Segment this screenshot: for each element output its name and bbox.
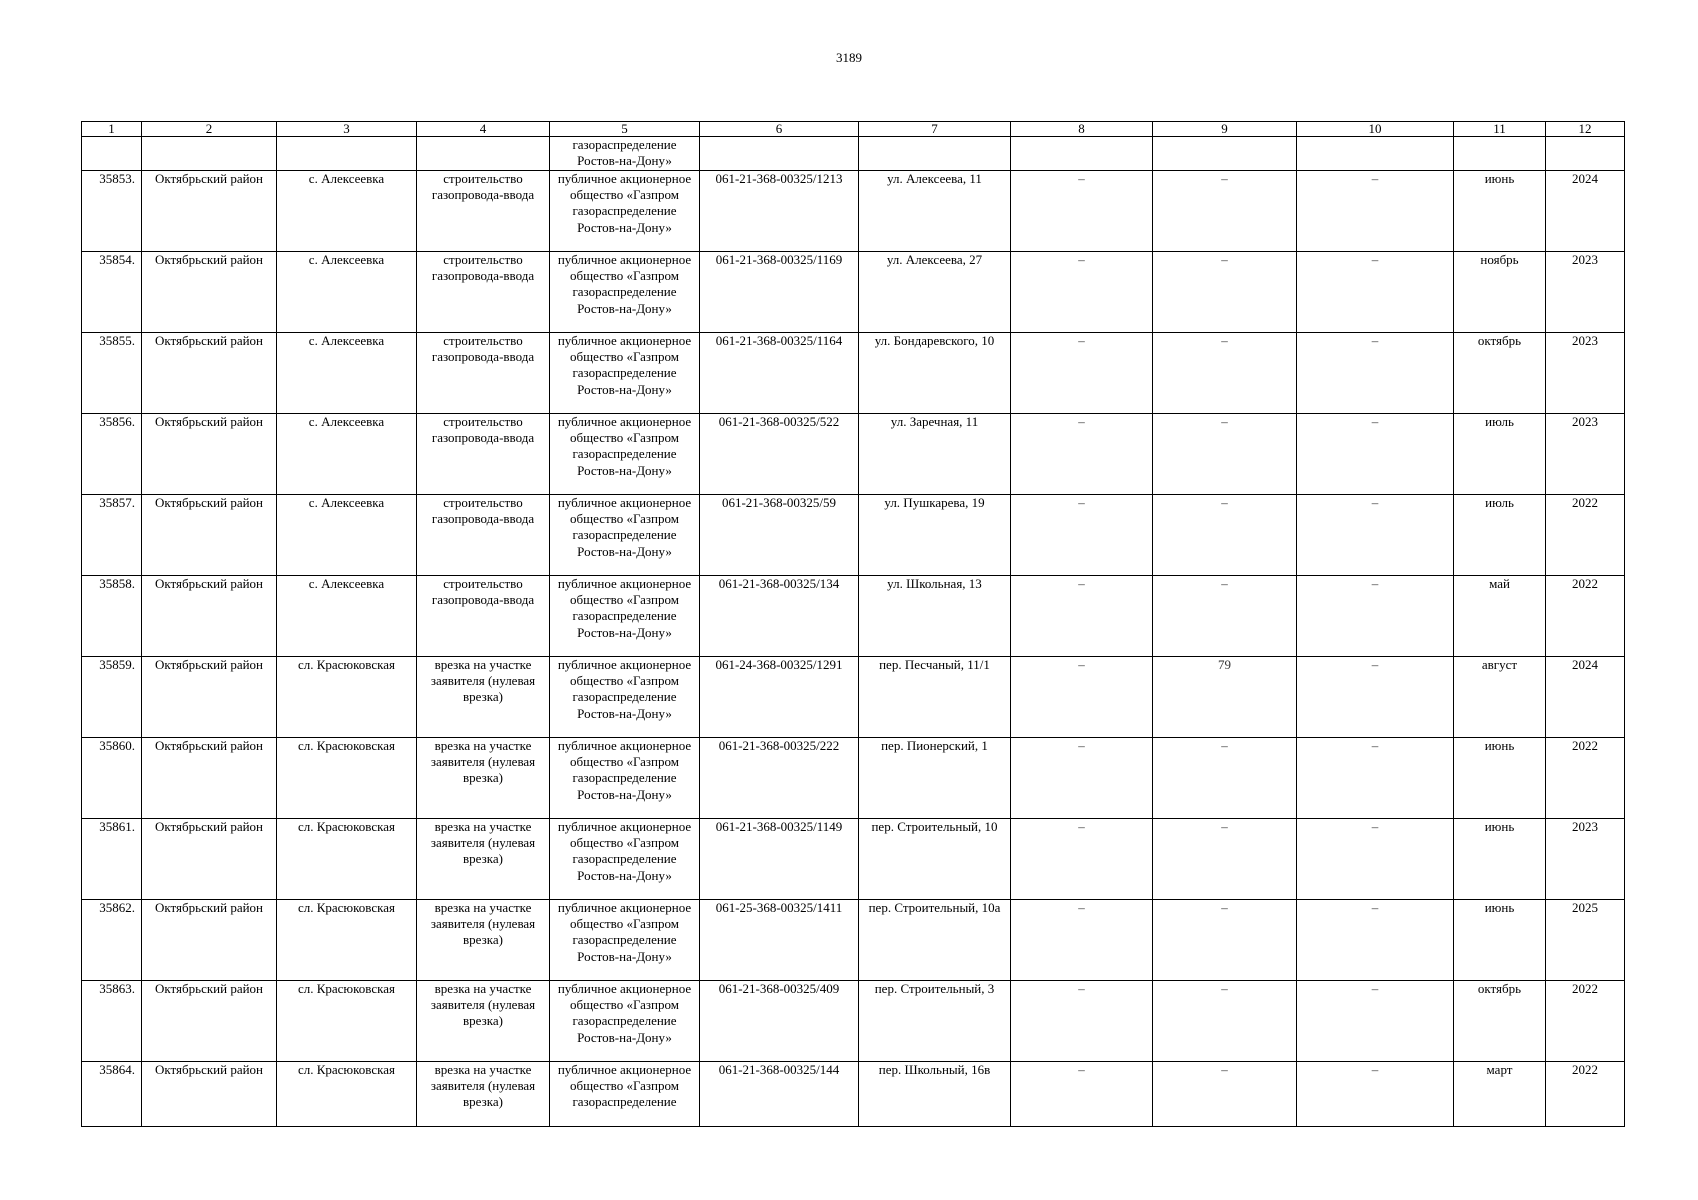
district-cell: Октябрьский район bbox=[142, 900, 277, 981]
month-cell: октябрь bbox=[1454, 981, 1546, 1062]
row-number-cell: 35864. bbox=[82, 1062, 142, 1127]
column-header: 5 bbox=[550, 122, 700, 137]
column-header: 2 bbox=[142, 122, 277, 137]
work-type-cell: строительство газопровода-ввода bbox=[417, 333, 550, 414]
org-cell: публичное акционерное общество «Газпром газораспределение Ростов-на-Дону» bbox=[550, 414, 700, 495]
code-cell: 061-21-368-00325/1164 bbox=[700, 333, 859, 414]
year-cell: 2023 bbox=[1546, 333, 1625, 414]
column-header: 12 bbox=[1546, 122, 1625, 137]
col9-cell: – bbox=[1153, 900, 1297, 981]
address-cell: ул. Алексеева, 11 bbox=[859, 171, 1011, 252]
col8-cell: – bbox=[1011, 819, 1153, 900]
table-row bbox=[82, 1062, 1625, 1127]
locality-cell: с. Алексеевка bbox=[277, 414, 417, 495]
locality-cell: сл. Красюковская bbox=[277, 981, 417, 1062]
code-cell: 061-25-368-00325/1411 bbox=[700, 900, 859, 981]
district-cell: Октябрьский район bbox=[142, 252, 277, 333]
year-cell: 2023 bbox=[1546, 414, 1625, 495]
address-cell: пер. Школьный, 16в bbox=[859, 1062, 1011, 1127]
work-type-cell: врезка на участке заявителя (нулевая врезка) bbox=[417, 657, 550, 738]
year-cell: 2022 bbox=[1546, 981, 1625, 1062]
month-cell: октябрь bbox=[1454, 333, 1546, 414]
locality-cell: сл. Красюковская bbox=[277, 900, 417, 981]
table-row bbox=[82, 657, 1625, 738]
org-cell: публичное акционерное общество «Газпром газораспределение Ростов-на-Дону» bbox=[550, 252, 700, 333]
work-type-cell: строительство газопровода-ввода bbox=[417, 414, 550, 495]
org-cell: публичное акционерное общество «Газпром газораспределение Ростов-на-Дону» bbox=[550, 738, 700, 819]
col8-cell: – bbox=[1011, 252, 1153, 333]
table-row bbox=[82, 738, 1625, 819]
district-cell: Октябрьский район bbox=[142, 981, 277, 1062]
page-number: 3189 bbox=[836, 50, 862, 65]
work-type-cell: врезка на участке заявителя (нулевая врезка) bbox=[417, 738, 550, 819]
col8-cell: – bbox=[1011, 495, 1153, 576]
work-type-cell: строительство газопровода-ввода bbox=[417, 495, 550, 576]
month-cell: июнь bbox=[1454, 900, 1546, 981]
col9-cell: – bbox=[1153, 738, 1297, 819]
district-cell: Октябрьский район bbox=[142, 576, 277, 657]
col8-cell: – bbox=[1011, 657, 1153, 738]
table-row bbox=[82, 171, 1625, 252]
col10-cell: – bbox=[1297, 171, 1454, 252]
year-cell: 2022 bbox=[1546, 576, 1625, 657]
col9-cell: – bbox=[1153, 333, 1297, 414]
year-cell: 2023 bbox=[1546, 819, 1625, 900]
col8-cell: – bbox=[1011, 576, 1153, 657]
year-cell: 2022 bbox=[1546, 495, 1625, 576]
org-cell: публичное акционерное общество «Газпром газораспределение Ростов-на-Дону» bbox=[550, 900, 700, 981]
col10-cell: – bbox=[1297, 333, 1454, 414]
row-number-cell: 35854. bbox=[82, 252, 142, 333]
address-cell: ул. Заречная, 11 bbox=[859, 414, 1011, 495]
row-number-cell: 35862. bbox=[82, 900, 142, 981]
col8-cell: – bbox=[1011, 333, 1153, 414]
work-type-cell: врезка на участке заявителя (нулевая врезка) bbox=[417, 1062, 550, 1127]
month-cell: август bbox=[1454, 657, 1546, 738]
locality-cell: сл. Красюковская bbox=[277, 819, 417, 900]
address-cell: пер. Песчаный, 11/1 bbox=[859, 657, 1011, 738]
locality-cell: с. Алексеевка bbox=[277, 333, 417, 414]
col10-cell: – bbox=[1297, 414, 1454, 495]
code-cell: 061-21-368-00325/59 bbox=[700, 495, 859, 576]
month-cell: март bbox=[1454, 1062, 1546, 1127]
org-cell: публичное акционерное общество «Газпром газораспределение bbox=[550, 1062, 700, 1127]
row-number-cell: 35856. bbox=[82, 414, 142, 495]
col10-cell: – bbox=[1297, 819, 1454, 900]
address-cell: ул. Алексеева, 27 bbox=[859, 252, 1011, 333]
code-cell: 061-21-368-00325/1149 bbox=[700, 819, 859, 900]
col8-cell: – bbox=[1011, 738, 1153, 819]
district-cell: Октябрьский район bbox=[142, 1062, 277, 1127]
address-cell: пер. Пионерский, 1 bbox=[859, 738, 1011, 819]
month-cell: июнь bbox=[1454, 738, 1546, 819]
code-cell: 061-21-368-00325/522 bbox=[700, 414, 859, 495]
col10-cell: – bbox=[1297, 738, 1454, 819]
col8-cell: – bbox=[1011, 171, 1153, 252]
table-row bbox=[82, 333, 1625, 414]
row-number-cell: 35855. bbox=[82, 333, 142, 414]
month-cell: май bbox=[1454, 576, 1546, 657]
year-cell: 2022 bbox=[1546, 1062, 1625, 1127]
table-row bbox=[82, 981, 1625, 1062]
table-row bbox=[82, 576, 1625, 657]
col9-cell: – bbox=[1153, 819, 1297, 900]
table-row bbox=[82, 252, 1625, 333]
code-cell: 061-21-368-00325/1213 bbox=[700, 171, 859, 252]
work-type-cell: строительство газопровода-ввода bbox=[417, 252, 550, 333]
locality-cell: сл. Красюковская bbox=[277, 738, 417, 819]
row-number-cell: 35859. bbox=[82, 657, 142, 738]
col10-cell: – bbox=[1297, 981, 1454, 1062]
table-row bbox=[82, 900, 1625, 981]
row-number-cell: 35861. bbox=[82, 819, 142, 900]
col9-cell: – bbox=[1153, 171, 1297, 252]
org-cell: публичное акционерное общество «Газпром газораспределение Ростов-на-Дону» bbox=[550, 657, 700, 738]
district-cell: Октябрьский район bbox=[142, 738, 277, 819]
district-cell: Октябрьский район bbox=[142, 171, 277, 252]
col9-cell: – bbox=[1153, 414, 1297, 495]
row-number-cell: 35860. bbox=[82, 738, 142, 819]
col9-cell: – bbox=[1153, 252, 1297, 333]
code-cell: 061-21-368-00325/144 bbox=[700, 1062, 859, 1127]
col10-cell: – bbox=[1297, 657, 1454, 738]
col9-cell: – bbox=[1153, 981, 1297, 1062]
column-header: 4 bbox=[417, 122, 550, 137]
column-header: 7 bbox=[859, 122, 1011, 137]
org-cell: публичное акционерное общество «Газпром газораспределение Ростов-на-Дону» bbox=[550, 819, 700, 900]
column-header: 11 bbox=[1454, 122, 1546, 137]
col10-cell: – bbox=[1297, 576, 1454, 657]
locality-cell: сл. Красюковская bbox=[277, 657, 417, 738]
col8-cell: – bbox=[1011, 1062, 1153, 1127]
district-cell: Октябрьский район bbox=[142, 495, 277, 576]
month-cell: июнь bbox=[1454, 171, 1546, 252]
year-cell: 2025 bbox=[1546, 900, 1625, 981]
locality-cell: с. Алексеевка bbox=[277, 576, 417, 657]
continuation-row bbox=[82, 137, 1625, 171]
row-number-cell: 35863. bbox=[82, 981, 142, 1062]
table-row bbox=[82, 819, 1625, 900]
row-number-cell: 35853. bbox=[82, 171, 142, 252]
locality-cell: сл. Красюковская bbox=[277, 1062, 417, 1127]
year-cell: 2024 bbox=[1546, 657, 1625, 738]
year-cell: 2022 bbox=[1546, 738, 1625, 819]
district-cell: Октябрьский район bbox=[142, 657, 277, 738]
code-cell: 061-21-368-00325/409 bbox=[700, 981, 859, 1062]
month-cell: июль bbox=[1454, 495, 1546, 576]
col10-cell: – bbox=[1297, 900, 1454, 981]
code-cell: 061-21-368-00325/1169 bbox=[700, 252, 859, 333]
table-header bbox=[82, 122, 1625, 137]
table-row bbox=[82, 414, 1625, 495]
column-header: 6 bbox=[700, 122, 859, 137]
column-header: 1 bbox=[82, 122, 142, 137]
month-cell: ноябрь bbox=[1454, 252, 1546, 333]
col8-cell: – bbox=[1011, 900, 1153, 981]
col10-cell: – bbox=[1297, 252, 1454, 333]
org-cell: публичное акционерное общество «Газпром газораспределение Ростов-на-Дону» bbox=[550, 333, 700, 414]
col9-cell: – bbox=[1153, 576, 1297, 657]
work-type-cell: строительство газопровода-ввода bbox=[417, 171, 550, 252]
table-row bbox=[82, 495, 1625, 576]
locality-cell: с. Алексеевка bbox=[277, 171, 417, 252]
locality-cell: с. Алексеевка bbox=[277, 252, 417, 333]
work-type-cell: врезка на участке заявителя (нулевая врезка) bbox=[417, 981, 550, 1062]
column-header: 10 bbox=[1297, 122, 1454, 137]
work-type-cell: строительство газопровода-ввода bbox=[417, 576, 550, 657]
org-cell: публичное акционерное общество «Газпром газораспределение Ростов-на-Дону» bbox=[550, 495, 700, 576]
address-cell: ул. Бондаревского, 10 bbox=[859, 333, 1011, 414]
org-cell: публичное акционерное общество «Газпром газораспределение Ростов-на-Дону» bbox=[550, 576, 700, 657]
code-cell: 061-21-368-00325/222 bbox=[700, 738, 859, 819]
code-cell: 061-21-368-00325/134 bbox=[700, 576, 859, 657]
register-table bbox=[81, 121, 1625, 1127]
address-cell: пер. Строительный, 3 bbox=[859, 981, 1011, 1062]
address-cell: пер. Строительный, 10а bbox=[859, 900, 1011, 981]
column-header: 9 bbox=[1153, 122, 1297, 137]
work-type-cell: врезка на участке заявителя (нулевая врезка) bbox=[417, 819, 550, 900]
month-cell: июнь bbox=[1454, 819, 1546, 900]
code-cell: 061-24-368-00325/1291 bbox=[700, 657, 859, 738]
col9-cell: 79 bbox=[1153, 657, 1297, 738]
org-cell: газораспределение Ростов-на-Дону» bbox=[550, 137, 700, 171]
org-cell: публичное акционерное общество «Газпром газораспределение Ростов-на-Дону» bbox=[550, 171, 700, 252]
col9-cell: – bbox=[1153, 495, 1297, 576]
col10-cell: – bbox=[1297, 1062, 1454, 1127]
district-cell: Октябрьский район bbox=[142, 819, 277, 900]
year-cell: 2023 bbox=[1546, 252, 1625, 333]
column-header: 8 bbox=[1011, 122, 1153, 137]
address-cell: пер. Строительный, 10 bbox=[859, 819, 1011, 900]
district-cell: Октябрьский район bbox=[142, 414, 277, 495]
district-cell: Октябрьский район bbox=[142, 333, 277, 414]
col8-cell: – bbox=[1011, 414, 1153, 495]
col8-cell: – bbox=[1011, 981, 1153, 1062]
year-cell: 2024 bbox=[1546, 171, 1625, 252]
org-cell: публичное акционерное общество «Газпром газораспределение Ростов-на-Дону» bbox=[550, 981, 700, 1062]
row-number-cell: 35858. bbox=[82, 576, 142, 657]
row-number-cell: 35857. bbox=[82, 495, 142, 576]
month-cell: июль bbox=[1454, 414, 1546, 495]
col9-cell: – bbox=[1153, 1062, 1297, 1127]
address-cell: ул. Пушкарева, 19 bbox=[859, 495, 1011, 576]
address-cell: ул. Школьная, 13 bbox=[859, 576, 1011, 657]
work-type-cell: врезка на участке заявителя (нулевая врезка) bbox=[417, 900, 550, 981]
col10-cell: – bbox=[1297, 495, 1454, 576]
locality-cell: с. Алексеевка bbox=[277, 495, 417, 576]
column-header: 3 bbox=[277, 122, 417, 137]
